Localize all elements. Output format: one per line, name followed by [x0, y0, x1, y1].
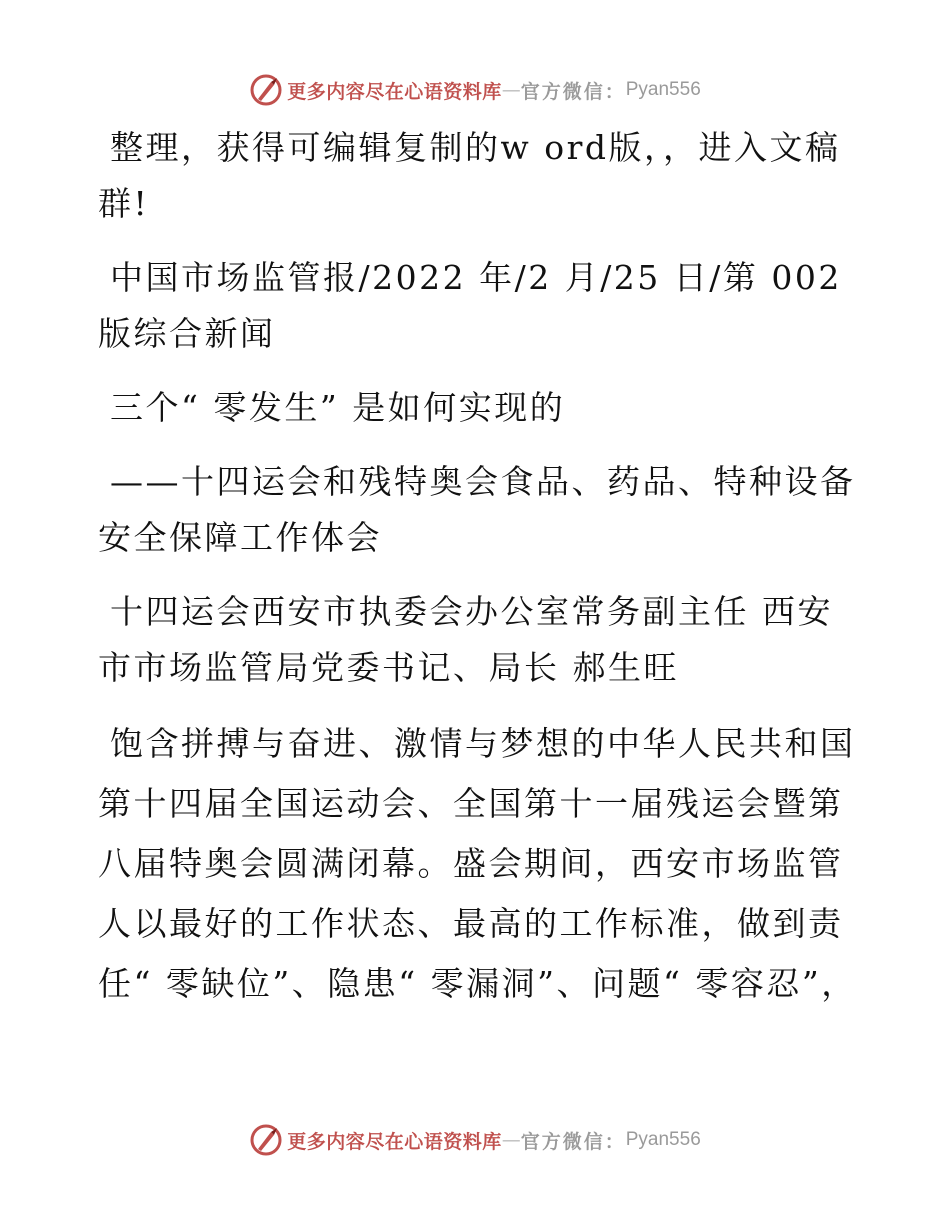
article-subtitle: ——十四运会和残特奥会食品、药品、特种设备安全保障工作体会 — [98, 462, 856, 557]
quill-logo-icon — [249, 1123, 283, 1157]
banner-wechat-id: Pyan556 — [625, 79, 701, 100]
body-paragraph: 饱含拼搏与奋进、激情与梦想的中华人民共和国第十四届全国运动会、全国第十一届残运会暨第八届特奥会圆满闭幕。盛会期间，西安市场监管人以最好的工作状态、最高的工作标准，做到责任“ 零缺位”、隐患“ 零漏洞”、问题“ 零容忍”， — [98, 724, 857, 1003]
document-body — [98, 120, 858, 1032]
banner-official-label: 官方微信： — [520, 1130, 626, 1153]
quill-logo-icon — [249, 73, 283, 107]
banner-dash: — — [501, 79, 521, 101]
header-banner — [0, 70, 950, 110]
author-line: 十四运会西安市执委会办公室常务副主任 西安市市场监管局党委书记、局长 郝生旺 — [98, 592, 833, 687]
intro-paragraph: 整理，获得可编辑复制的w ord版，，进入文稿群! — [98, 128, 841, 223]
banner-official-label: 官方微信： — [520, 80, 626, 103]
source-line: 中国市场监管报/2022 年/2 月/25 日/第 002 版综合新闻 — [98, 258, 842, 353]
article-title: 三个“ 零发生” 是如何实现的 — [110, 388, 566, 427]
banner-wechat-id: Pyan556 — [625, 1129, 701, 1150]
footer-banner — [0, 1120, 950, 1160]
banner-brand: 更多内容尽在心语资料库 — [287, 1130, 502, 1153]
banner-brand: 更多内容尽在心语资料库 — [287, 80, 502, 103]
banner-dash: — — [501, 1129, 521, 1151]
